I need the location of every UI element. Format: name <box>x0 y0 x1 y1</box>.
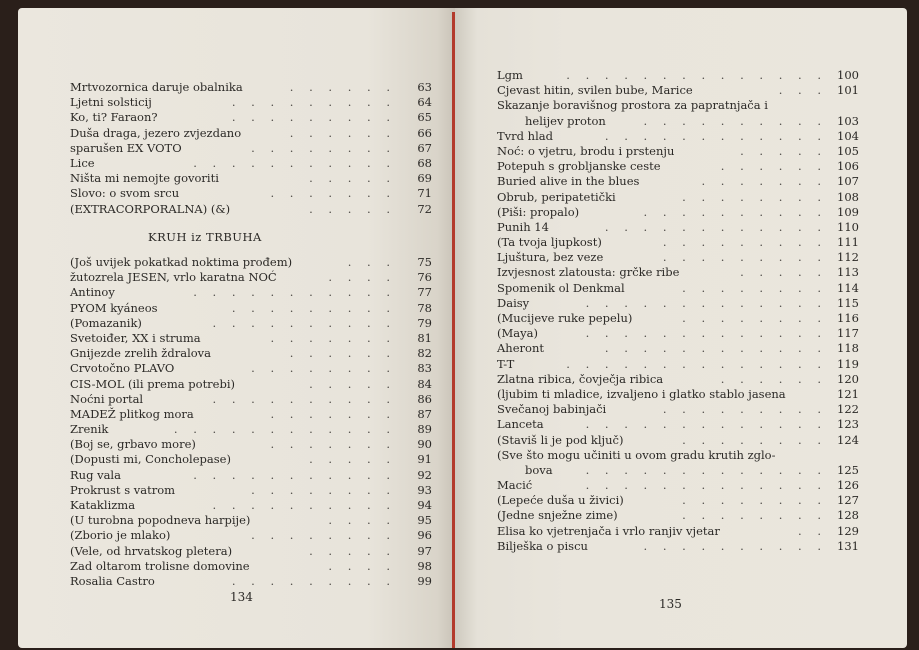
leader-dots: . . . . . . . <box>270 437 396 452</box>
entry-title: Obrub, peripatetički <box>497 189 616 204</box>
leader-dots: . . . . . . <box>720 371 827 386</box>
entry-page-number: 107 <box>837 174 859 189</box>
toc-entry <box>70 392 432 407</box>
entry-page-number: 105 <box>837 143 859 158</box>
entry-title: Ko, ti? Faraon? <box>70 110 158 125</box>
entry-page-number: 94 <box>417 498 432 512</box>
toc-entry <box>497 265 859 280</box>
entry-page-number: 71 <box>417 186 432 201</box>
entry-title: Macić <box>497 478 533 493</box>
entry-page-number: 115 <box>837 295 859 310</box>
entry-title: Lanceta <box>497 417 544 432</box>
leader-dots: . . . . . . . . . <box>662 250 827 265</box>
entry-title: (U turobna popodneva harpije) <box>70 513 251 528</box>
entry-page-number: 91 <box>417 452 432 467</box>
entry-page-number: 93 <box>417 482 432 497</box>
entry-page-number: 69 <box>417 171 432 186</box>
entry-title: T-T <box>497 356 515 371</box>
leader-dots: . . . . . . . . . . . . . <box>585 295 827 310</box>
entry-title: Lice <box>70 155 95 170</box>
leader-dots: . . . . . . . . . <box>231 573 396 588</box>
toc-entry <box>497 250 859 265</box>
section-heading: KRUH iz TRBUHA <box>148 230 262 244</box>
entry-page-number: 100 <box>837 68 859 82</box>
entry-page-number: 98 <box>417 558 432 573</box>
leader-dots: . . . . . . . . . . <box>212 315 396 330</box>
leader-dots: . . . . . . . . . . . . . . <box>566 356 827 371</box>
leader-dots: . . . . . . . . <box>682 189 827 204</box>
toc-entry <box>70 407 432 422</box>
entry-page-number: 127 <box>837 493 859 508</box>
toc-list-section <box>70 255 432 589</box>
toc-entry <box>497 462 859 478</box>
entry-page-number: 63 <box>417 80 432 94</box>
toc-entry <box>70 202 432 217</box>
leader-dots: . . . . . <box>309 171 396 186</box>
entry-page-number: 114 <box>837 280 859 295</box>
entry-title: Noćni portal <box>70 391 144 406</box>
toc-entry <box>70 559 432 574</box>
leader-dots: . . . . . . . . . <box>662 402 827 417</box>
leader-dots: . . . . . . . . <box>682 311 827 325</box>
leader-dots: . . . <box>347 255 396 269</box>
leader-dots: . . . . . . . . . . . . . <box>585 326 827 341</box>
leader-dots: . . . . . . . . . . . . <box>604 341 827 356</box>
entry-title: CIS-MOL (ili prema potrebi) <box>70 376 236 391</box>
leader-dots: . . . . . <box>309 543 396 558</box>
leader-dots: . . . . . . . <box>270 330 396 345</box>
entry-page-number: 131 <box>837 538 859 553</box>
entry-page-number: 79 <box>417 315 432 330</box>
toc-entry <box>70 528 432 543</box>
toc-entry <box>497 68 859 83</box>
toc-entry <box>497 371 859 387</box>
entry-page-number: 124 <box>837 432 859 447</box>
entry-title: MADEŽ plitkog mora <box>70 406 194 421</box>
entry-page-number: 86 <box>417 391 432 406</box>
toc-list-right <box>497 68 859 554</box>
leader-dots: . . . . . . . . . . . . <box>604 128 827 143</box>
entry-title: Zad oltarom trolisne domovine <box>70 558 250 573</box>
toc-entry <box>497 386 859 402</box>
entry-title: Ništa mi nemojte govoriti <box>70 171 219 186</box>
entry-title: Lgm <box>497 68 523 82</box>
toc-entry <box>70 270 432 285</box>
entry-page-number: 78 <box>417 300 432 315</box>
toc-entry <box>497 538 859 554</box>
entry-title: (Maya) <box>497 326 538 341</box>
leader-dots: . . . . . . . . . . <box>212 391 396 406</box>
leader-dots: . . . . . <box>309 452 396 467</box>
entry-title: Prokrust s vatrom <box>70 482 176 497</box>
toc-entry <box>497 523 859 539</box>
entry-title: (Dopusti mi, Concholepase) <box>70 452 231 467</box>
leader-dots: . . . . . . <box>289 346 396 361</box>
entry-title: (Staviš li je pod ključ) <box>497 432 624 447</box>
entry-title: Antinoy <box>70 285 115 300</box>
leader-dots: . . . . . <box>740 265 827 280</box>
toc-entry <box>70 141 432 156</box>
entry-page-number: 123 <box>837 417 859 432</box>
leader-dots: . . . . . . . . . . . . . <box>585 462 827 477</box>
leader-dots: . . . . . . . . <box>682 493 827 508</box>
entry-title: Mrtvozornica daruje obalnika <box>70 80 243 94</box>
entry-page-number: 108 <box>837 189 859 204</box>
toc-entry <box>70 468 432 483</box>
toc-entry <box>70 171 432 186</box>
entry-page-number: 66 <box>417 125 432 140</box>
toc-entry <box>497 189 859 205</box>
entry-title: Izvjesnost zlatousta: grčke ribe <box>497 265 680 280</box>
entry-page-number: 128 <box>837 508 859 523</box>
entry-title: žutozrela JESEN, vrlo karatna NOĆ <box>70 270 277 285</box>
entry-page-number: 96 <box>417 528 432 543</box>
toc-entry <box>497 295 859 311</box>
toc-entry <box>497 174 859 189</box>
leader-dots: . . . . . . . <box>270 406 396 421</box>
entry-title: (Ta tvoja ljupkost) <box>497 235 602 250</box>
entry-title: Bilješka o piscu <box>497 538 588 553</box>
entry-title: Gnijezde zrelih ždralova <box>70 346 212 361</box>
entry-page-number: 76 <box>417 270 432 285</box>
entry-title: (Mucijeve ruke pepelu) <box>497 311 633 325</box>
entry-title: Kataklizma <box>70 498 136 512</box>
entry-title: Duša draga, jezero zvjezdano <box>70 125 242 140</box>
toc-entry <box>70 513 432 528</box>
toc-entry <box>70 186 432 201</box>
toc-entry <box>70 377 432 392</box>
entry-page-number: 95 <box>417 513 432 528</box>
toc-entry <box>497 356 859 372</box>
toc-entry <box>497 341 859 356</box>
entry-title: Zlatna ribica, čovječja ribica <box>497 371 664 386</box>
toc-entry <box>70 346 432 361</box>
entry-page-number: 83 <box>417 361 432 376</box>
toc-entry <box>70 331 432 346</box>
leader-dots: . . . . <box>328 270 396 285</box>
entry-page-number: 121 <box>837 386 859 401</box>
toc-entry <box>497 83 859 98</box>
entry-title: (Jedne snježne zime) <box>497 508 618 523</box>
entry-title: Potepuh s grobljanske ceste <box>497 159 661 174</box>
entry-title: Ljuštura, bez veze <box>497 250 604 265</box>
toc-entry <box>70 80 432 95</box>
entry-page-number: 75 <box>417 255 432 269</box>
leader-dots: . . . . <box>328 513 396 528</box>
leader-dots: . . . . . . . . <box>251 361 396 376</box>
toc-entry <box>497 113 859 129</box>
entry-page-number: 68 <box>417 155 432 170</box>
leader-dots: . . . . . <box>309 376 396 391</box>
toc-entry <box>497 143 859 159</box>
leader-dots: . . . . . . . . <box>682 432 827 447</box>
toc-entry <box>497 204 859 220</box>
entry-page-number: 117 <box>837 326 859 341</box>
leader-dots: . . . . . . . . . . <box>212 498 396 512</box>
entry-title: (Lepeće duša u živici) <box>497 493 624 508</box>
entry-title: (Boj se, grbavo more) <box>70 437 196 452</box>
toc-entry <box>497 280 859 296</box>
toc-entry <box>70 110 432 125</box>
leader-dots: . . . . . . . . <box>682 508 827 523</box>
left-page <box>18 8 455 648</box>
entry-page-number: 125 <box>837 462 859 477</box>
entry-page-number: 97 <box>417 543 432 558</box>
entry-page-number: 77 <box>417 285 432 300</box>
leader-dots: . . . . . . . . . <box>231 95 396 110</box>
entry-title: helijev proton <box>525 113 606 128</box>
toc-entry <box>497 432 859 448</box>
entry-page-number: 67 <box>417 140 432 155</box>
toc-entry <box>70 285 432 300</box>
right-page <box>455 8 907 648</box>
leader-dots: . . . . . . . . . . . . <box>173 422 396 437</box>
toc-list-top <box>70 80 432 217</box>
entry-title: Aheront <box>497 341 544 356</box>
entry-page-number: 87 <box>417 406 432 421</box>
leader-dots: . . . . . . . . <box>251 528 396 543</box>
leader-dots: . . . . . . . . . . . <box>193 467 396 482</box>
entry-page-number: 101 <box>837 83 859 98</box>
leader-dots: . . . . . . . . . <box>231 110 396 125</box>
toc-entry <box>70 483 432 498</box>
entry-page-number: 92 <box>417 467 432 482</box>
leader-dots: . . . . . . <box>289 125 396 140</box>
toc-entry <box>70 361 432 376</box>
leader-dots: . . . . . . . . <box>251 140 396 155</box>
toc-entry <box>497 402 859 417</box>
entry-title: Punih 14 <box>497 219 549 234</box>
entry-page-number: 72 <box>417 201 432 216</box>
leader-dots: . . . . . . . . <box>682 280 827 295</box>
leader-dots: . . . . . . . <box>701 174 827 189</box>
leader-dots: . . . . . <box>740 143 827 158</box>
toc-entry <box>497 235 859 250</box>
toc-entry <box>497 478 859 493</box>
entry-page-number: 65 <box>417 110 432 125</box>
entry-page-number: 109 <box>837 204 859 219</box>
entry-title: (Sve što mogu učiniti u ovom gradu krutih zglo- <box>497 447 776 462</box>
entry-page-number: 110 <box>837 219 859 234</box>
leader-dots: . . . . . . . . . . <box>643 538 827 553</box>
entry-title: Rug vala <box>70 467 121 482</box>
page-number-right: 135 <box>659 597 682 611</box>
toc-entry <box>70 301 432 316</box>
leader-dots: . . . . . . <box>289 80 396 94</box>
entry-title: Rosalia Castro <box>70 573 155 588</box>
entry-page-number: 119 <box>837 356 859 371</box>
entry-page-number: 104 <box>837 128 859 143</box>
entry-page-number: 89 <box>417 422 432 437</box>
entry-title: Daisy <box>497 295 530 310</box>
leader-dots: . . . . . . . <box>270 186 396 201</box>
toc-entry <box>70 316 432 331</box>
entry-title: bova <box>525 462 553 477</box>
toc-entry <box>70 422 432 437</box>
toc-entry <box>497 219 859 235</box>
entry-page-number: 129 <box>837 523 859 538</box>
leader-dots: . . . . . . . . . <box>662 235 827 250</box>
toc-entry <box>497 159 859 174</box>
leader-dots: . . . . . . . . . . <box>643 113 827 128</box>
entry-title: (Piši: propalo) <box>497 204 580 219</box>
toc-entry <box>70 437 432 452</box>
leader-dots: . . . . . . . . . . . <box>193 285 396 300</box>
leader-dots: . . . . . . . . . . . . <box>604 219 827 234</box>
entry-title: Crvotočno PLAVO <box>70 361 175 376</box>
toc-entry <box>497 128 859 144</box>
toc-entry <box>70 544 432 559</box>
entry-page-number: 112 <box>837 250 859 265</box>
entry-title: Zrenik <box>70 422 109 437</box>
leader-dots: . . . . <box>328 558 396 573</box>
entry-title: (Pomazanik) <box>70 315 142 330</box>
toc-entry <box>70 452 432 467</box>
entry-title: Skazanje boravišnog prostora za papratnjača i <box>497 98 768 113</box>
entry-title: PYOM kyáneos <box>70 300 158 315</box>
entry-page-number: 126 <box>837 478 859 493</box>
toc-entry <box>70 156 432 171</box>
entry-page-number: 113 <box>837 265 859 280</box>
toc-entry <box>497 493 859 508</box>
entry-title: (Zborio je mlako) <box>70 528 171 543</box>
entry-page-number: 99 <box>417 573 432 588</box>
entry-title: (Vele, od hrvatskog pletera) <box>70 543 233 558</box>
entry-page-number: 118 <box>837 341 859 356</box>
entry-title: Slovo: o svom srcu <box>70 186 180 201</box>
entry-page-number: 122 <box>837 402 859 417</box>
entry-title: Buried alive in the blues <box>497 174 640 189</box>
entry-page-number: 120 <box>837 371 859 386</box>
entry-title: Noć: o vjetru, brodu i prstenju <box>497 143 675 158</box>
entry-title: Elisa ko vjetrenjača i vrlo ranjiv vjetar <box>497 523 720 538</box>
entry-page-number: 84 <box>417 376 432 391</box>
entry-page-number: 82 <box>417 346 432 361</box>
toc-entry <box>70 95 432 110</box>
leader-dots: . . . . . . . . . . . <box>193 155 396 170</box>
toc-entry <box>70 255 432 270</box>
leader-dots: . . . <box>778 83 827 98</box>
entry-page-number: 90 <box>417 437 432 452</box>
entry-title: Cjevast hitin, svilen bube, Marice <box>497 83 693 98</box>
toc-entry <box>497 98 847 113</box>
toc-entry <box>70 126 432 141</box>
entry-title: Spomenik ol Denkmal <box>497 280 625 295</box>
entry-page-number: 106 <box>837 159 859 174</box>
entry-title: Ljetni solsticij <box>70 95 152 110</box>
entry-page-number: 64 <box>417 95 432 110</box>
toc-entry <box>497 448 847 463</box>
leader-dots: . . . . . . . . . . . . . <box>585 478 827 493</box>
entry-page-number: 116 <box>837 311 859 325</box>
leader-dots: . . . . . . . . . . <box>643 204 827 219</box>
entry-title: sparušen EX VOTO <box>70 140 182 155</box>
entry-page-number: 111 <box>837 235 859 250</box>
leader-dots: . . <box>798 523 827 538</box>
leader-dots: . . . . . . <box>720 159 827 174</box>
toc-entry <box>497 508 859 523</box>
toc-entry <box>497 417 859 432</box>
toc-entry <box>70 574 432 589</box>
toc-entry <box>497 311 859 326</box>
entry-title: Tvrd hlad <box>497 128 553 143</box>
toc-entry <box>70 498 432 513</box>
leader-dots: . . . . . . . . . . . . . <box>585 417 827 432</box>
page-number-left: 134 <box>230 590 253 604</box>
leader-dots: . . . . . . . . . . . . . . <box>566 68 827 82</box>
entry-title: (Još uvijek pokatkad noktima prođem) <box>70 255 293 269</box>
entry-title: Svetoiđer, XX i struma <box>70 330 201 345</box>
entry-page-number: 81 <box>417 330 432 345</box>
entry-title: (ljubim ti mladice, izvaljeno i glatko stablo jasena <box>497 386 786 401</box>
leader-dots: . . . . . . . . . <box>231 300 396 315</box>
entry-title: (EXTRACORPORALNA) (&) <box>70 201 231 216</box>
leader-dots: . . . . . . . . <box>251 482 396 497</box>
entry-title: Svečanoj babinjači <box>497 402 607 417</box>
toc-entry <box>497 326 859 341</box>
entry-page-number: 103 <box>837 113 859 128</box>
leader-dots: . . . . . <box>309 201 396 216</box>
